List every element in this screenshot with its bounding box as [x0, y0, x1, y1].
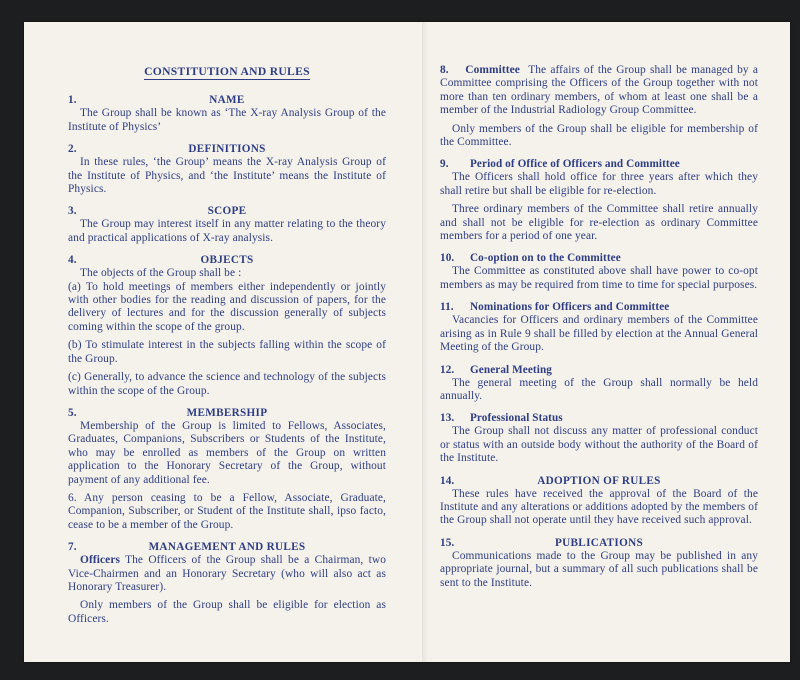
section-heading: Professional Status	[470, 412, 563, 425]
section-heading: ADOPTION OF RULES	[537, 474, 661, 487]
section-text: The Committee as constituted above shall have power to co-opt members as may be required from time to time for special purposes.	[440, 265, 758, 291]
section-management	[68, 541, 386, 626]
section-number: 11.	[440, 301, 454, 314]
section-text: The Group shall be known as ‘The X-ray Analysis Group of the Institute of Physics’	[68, 107, 386, 133]
section-number: 7.	[68, 541, 77, 554]
section-text: Communications made to the Group may be published in any appropriate journal, but a summary of all such publications shall be sent to the Institute.	[440, 549, 758, 589]
section-number: 14.	[440, 474, 455, 487]
section-heading: DEFINITIONS	[188, 143, 266, 156]
section-number: 9.	[440, 158, 449, 171]
section-text: 6. Any person ceasing to be a Fellow, Associate, Graduate, Companion, Subscriber, or Student of the Institute shall, ipso facto, cease to be a member of the Group.	[68, 491, 386, 531]
section-text: Three ordinary members of the Committee shall retire annually and shall not be eligible for re-election as ordinary Committee members for a period of one year.	[440, 203, 758, 243]
section-heading: OBJECTS	[200, 254, 254, 267]
section-heading: Nominations for Officers and Committee	[470, 301, 670, 314]
section-number: 2.	[68, 143, 77, 156]
officers-lead: Officers	[80, 554, 121, 567]
section-number: 15.	[440, 536, 455, 549]
booklet-sheet	[24, 22, 790, 662]
objects-item-c: (c) Generally, to advance the science and technology of the subjects within the scope of the Group.	[68, 371, 386, 397]
section-co-option	[440, 252, 758, 292]
section-text	[440, 64, 758, 118]
section-text: In these rules, ‘the Group’ means the X-ray Analysis Group of the Institute of Physics, and ‘the Institute’ means the Institute of Physics.	[68, 156, 386, 196]
section-text: Membership of the Group is limited to Fellows, Associates, Graduates, Companions, Subscribers or Students of the Institute, who may be enrolled as members of the Group on written application to the Honorary Secretary of the Group, without payment of any additional fee.	[68, 419, 386, 486]
objects-item-b: (b) To stimulate interest in the subjects falling within the scope of the Group.	[68, 339, 386, 365]
section-text: The general meeting of the Group shall normally be held annually.	[440, 376, 758, 402]
section-definitions	[68, 143, 386, 196]
section-heading: Co-option on to the Committee	[470, 252, 621, 265]
section-number: 4.	[68, 254, 77, 267]
committee-text: The affairs of the Group shall be managed by a Committee comprising the Officers of the Group together with not more than ten ordinary members, of whom at least one shall be a member of the Industrial Radiology Group Committee.	[440, 64, 758, 117]
section-text: Vacancies for Officers and ordinary members of the Committee arising as in Rule 9 shall be filled by election at the Annual General Meeting of the Group.	[440, 314, 758, 354]
section-nominations	[440, 301, 758, 354]
section-intro: The objects of the Group shall be :	[80, 267, 242, 280]
section-text: The Group may interest itself in any matter relating to the theory and practical applications of X-ray analysis.	[68, 218, 386, 244]
section-heading: SCOPE	[207, 205, 247, 218]
section-objects	[68, 254, 386, 398]
document-title	[68, 65, 386, 78]
section-text: These rules have received the approval of the Board of the Institute and any alterations or additions adopted by the members of the Group shall not operate until they have received such approval.	[440, 487, 758, 527]
section-text: Only members of the Group shall be eligible for election as Officers.	[68, 599, 386, 625]
section-text	[68, 554, 386, 594]
section-scope	[68, 205, 386, 245]
section-name	[68, 94, 386, 134]
section-text: The Officers shall hold office for three years after which they shall retire but shall be eligible for re-election.	[440, 171, 758, 197]
section-publications	[440, 537, 758, 590]
section-heading: MANAGEMENT AND RULES	[148, 541, 306, 554]
section-heading: Committee	[465, 64, 520, 76]
right-page	[440, 22, 758, 662]
section-committee	[440, 64, 758, 149]
section-number: 12.	[440, 363, 455, 376]
center-fold	[422, 22, 428, 662]
section-number: 5.	[68, 406, 77, 419]
section-heading: Period of Office of Officers and Committee	[470, 158, 680, 171]
officers-text: The Officers of the Group shall be a Chairman, two Vice-Chairmen and an Honorary Secretary (who will also act as Honorary Treasurer).	[68, 554, 386, 593]
section-membership	[68, 407, 386, 532]
section-number: 1.	[68, 94, 77, 107]
section-text: Only members of the Group shall be eligible for membership of the Committee.	[440, 122, 758, 149]
section-heading: MEMBERSHIP	[186, 406, 268, 419]
section-number: 10.	[440, 252, 455, 265]
section-professional-status	[440, 412, 758, 465]
section-heading: PUBLICATIONS	[555, 536, 643, 549]
section-text: The Group shall not discuss any matter of professional conduct or status with an outside body without the authority of the Board of the Institute.	[440, 425, 758, 465]
section-adoption-of-rules	[440, 475, 758, 528]
section-number: 3.	[68, 205, 77, 218]
left-page	[68, 22, 386, 662]
section-number: 13.	[440, 412, 455, 425]
document-title-text: CONSTITUTION AND RULES	[144, 65, 310, 78]
section-heading: NAME	[209, 94, 245, 107]
section-heading: General Meeting	[470, 363, 552, 376]
section-number: 8.	[440, 64, 449, 76]
section-period-of-office	[440, 158, 758, 243]
section-general-meeting	[440, 364, 758, 404]
objects-item-a: (a) To hold meetings of members either independently or jointly with other bodies for the reading and discussion of papers, for the delivery of lectures and for the discussion generally of subjects coming within the scope of the group.	[68, 280, 386, 333]
